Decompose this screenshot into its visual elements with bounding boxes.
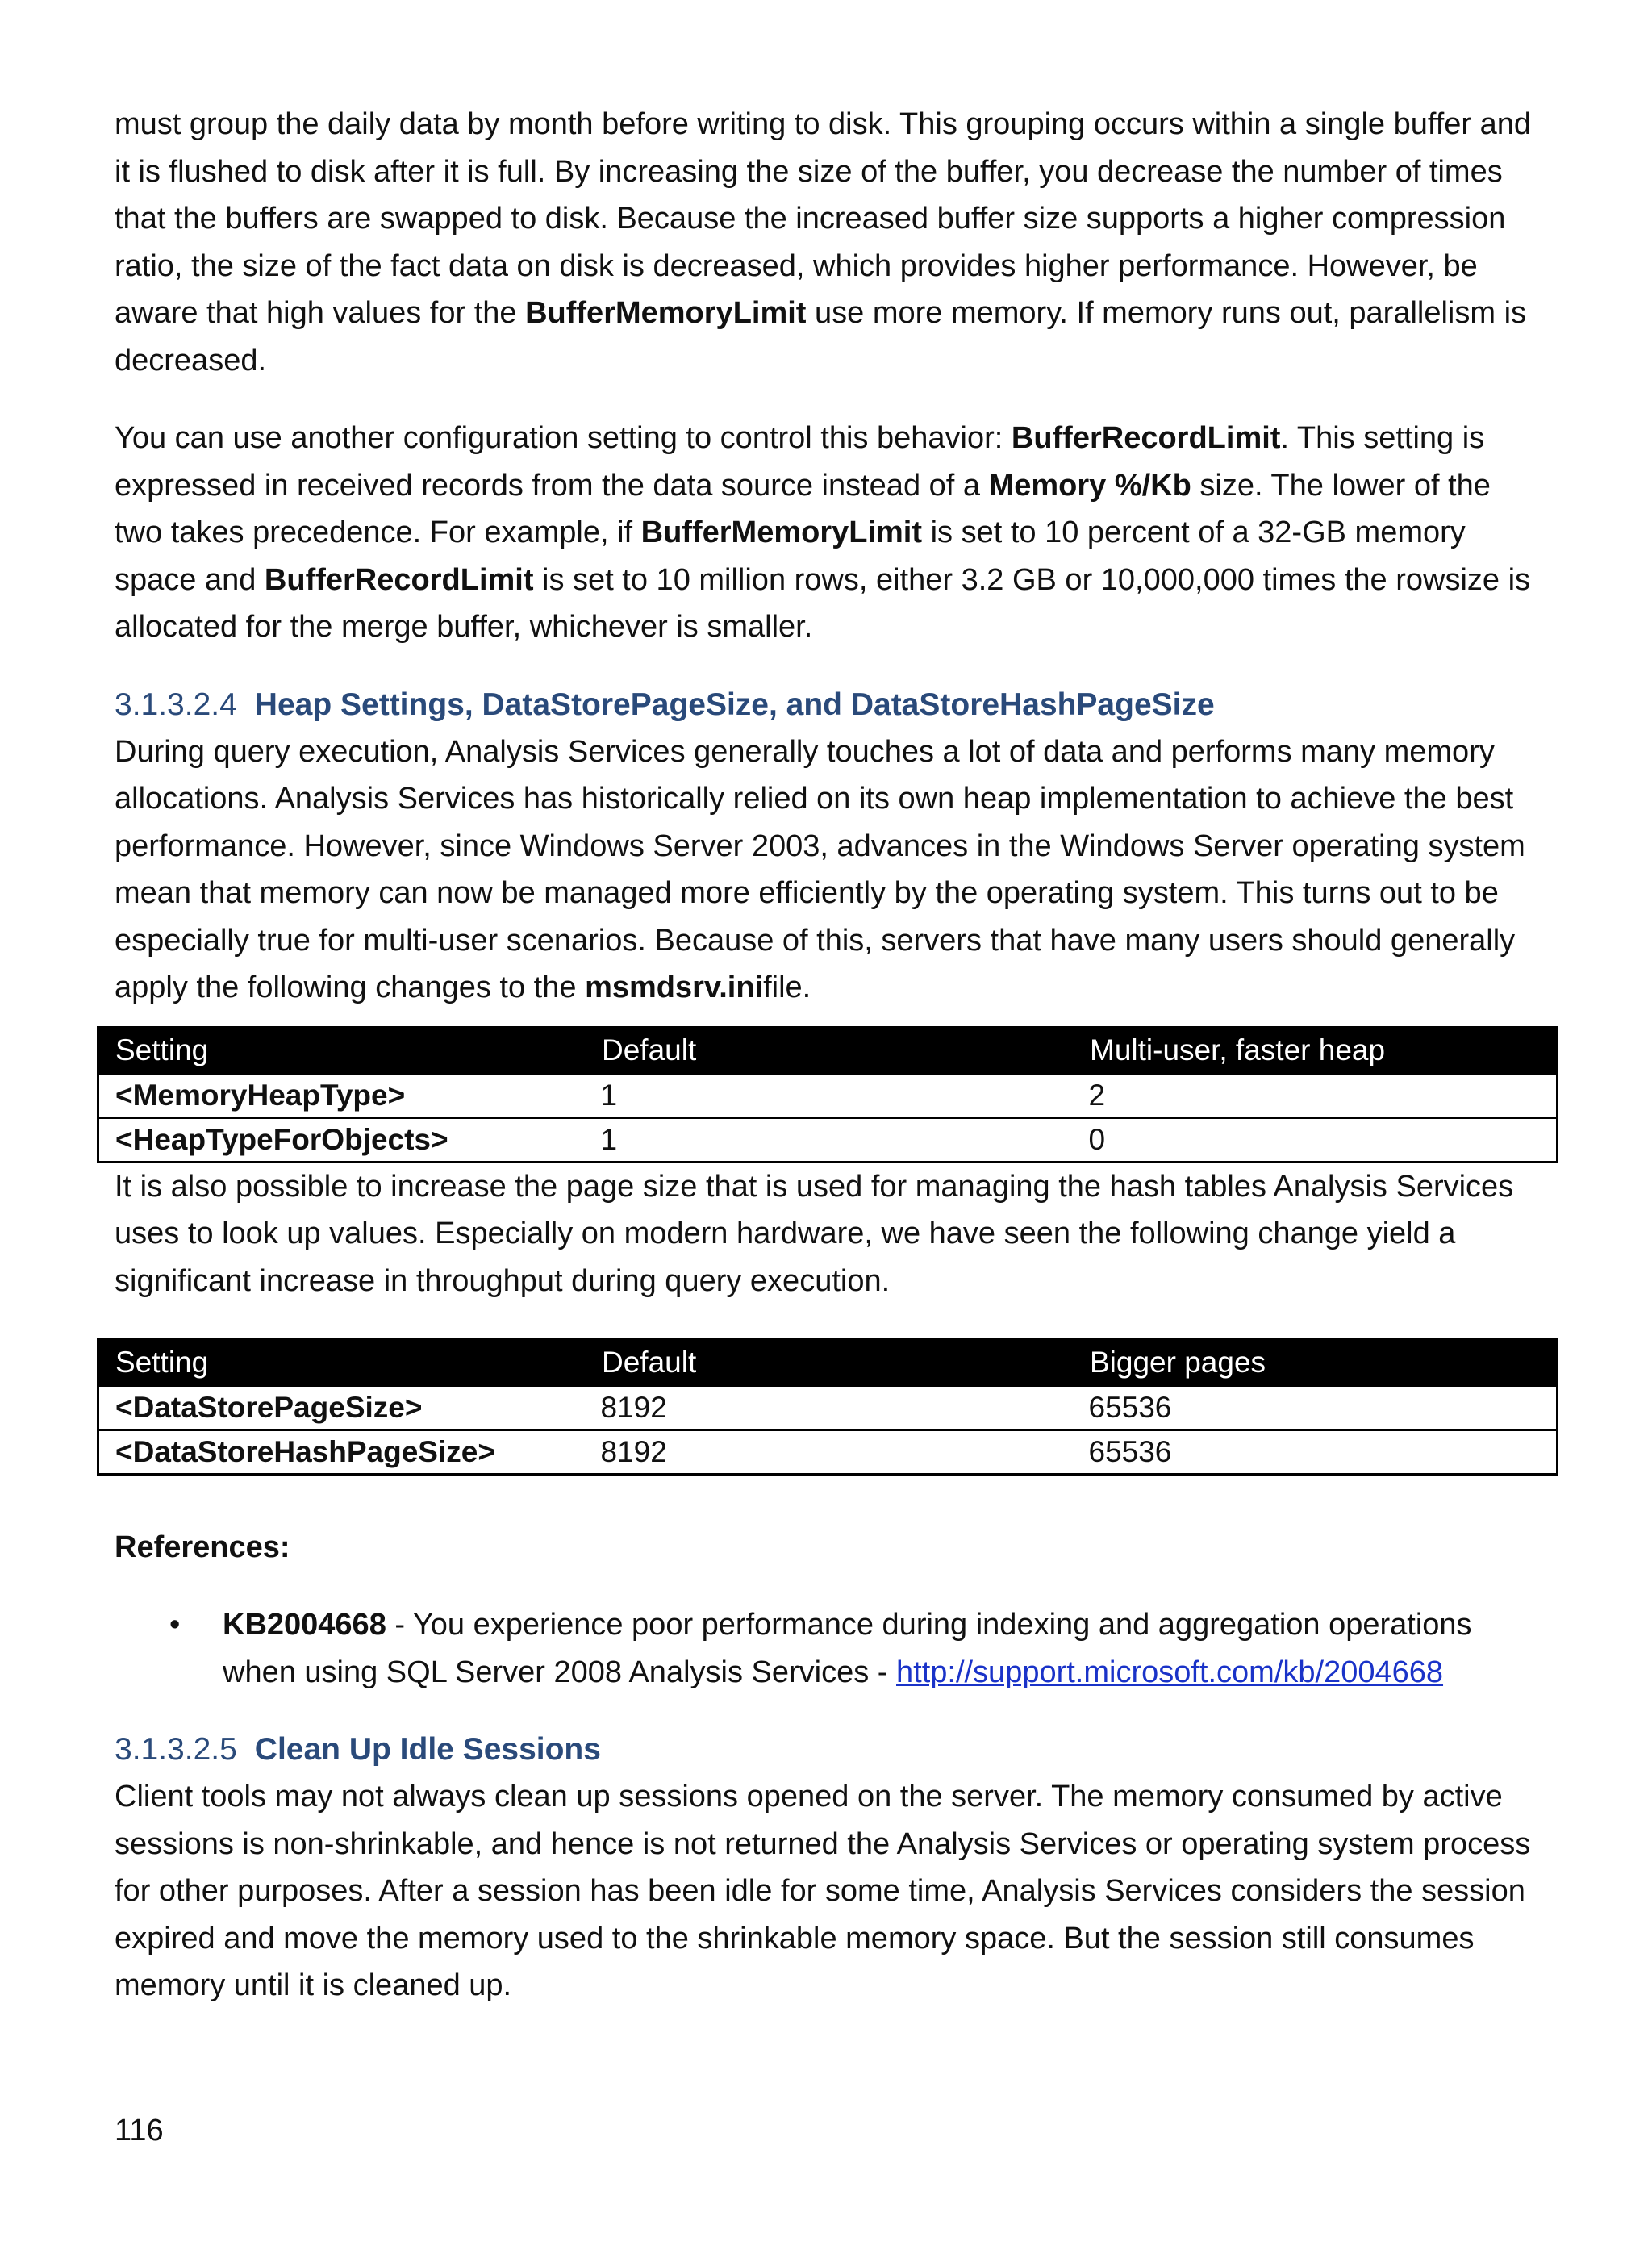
bold-term: msmdsrv.ini (585, 970, 764, 1004)
paragraph-text: file. (763, 970, 811, 1004)
table-cell: 8192 (585, 1430, 1073, 1475)
table-cell: <HeapTypeForObjects> (98, 1117, 585, 1162)
section-number: 3.1.3.2.4 (115, 687, 237, 722)
paragraph-text: must group the daily data by month before writing to disk. This grouping occurs within a single buffer and it is flushed to disk after it is full. By increasing the size of the buffer, you decrease the number of times that the buffers are swapped to disk. Because the increased buffer size supports a higher compression ratio, the size of the fact data on disk is decreased, which provides higher performance. However, be aware that high values for the (115, 107, 1532, 330)
references-list (115, 1601, 1542, 1696)
table-cell: 65536 (1073, 1430, 1558, 1475)
paragraph-text: is set to 10 percent of a 32-GB memory space and (115, 515, 1466, 597)
table-row (98, 1117, 1558, 1162)
table-cell: 65536 (1073, 1386, 1558, 1430)
section-title: Clean Up Idle Sessions (254, 1732, 601, 1767)
table-row (98, 1430, 1558, 1475)
section-heading-heap-settings (115, 682, 1542, 728)
paragraph-text: use more memory. If memory runs out, parallelism is decreased. (115, 296, 1527, 378)
table-row (98, 1073, 1558, 1117)
table-cell: 1 (585, 1073, 1073, 1117)
table-row (98, 1386, 1558, 1430)
bold-term: Memory %/Kb (988, 468, 1191, 503)
paragraph-buffer-record-limit (115, 415, 1542, 651)
reference-text: - You experience poor performance during indexing and aggregation operations when using SQL Server 2008 Analysis Services - (223, 1608, 1472, 1689)
references-label: References: (115, 1530, 290, 1564)
section-title: Heap Settings, DataStorePageSize, and DataStoreHashPageSize (254, 687, 1215, 722)
page-size-table (97, 1338, 1558, 1476)
table-cell: 1 (585, 1117, 1073, 1162)
paragraph-buffer-memory (115, 101, 1542, 384)
paragraph-text: . This setting is expressed in received records from the data source instead of a (115, 421, 1485, 503)
paragraph-text: size. The lower of the two takes precedence. For example, if (115, 468, 1491, 549)
bold-term: BufferRecordLimit (1011, 421, 1281, 455)
table-header-row (98, 1340, 1558, 1386)
table-header-row (98, 1027, 1558, 1073)
heap-settings-table (97, 1026, 1558, 1163)
paragraph-text: You can use another configuration setting to control this behavior: (115, 421, 1012, 455)
kb-id: KB2004668 (223, 1608, 386, 1642)
bold-term: BufferRecordLimit (264, 562, 534, 597)
table-header-cell: Multi-user, faster heap (1073, 1027, 1558, 1073)
list-item (169, 1601, 1542, 1696)
page-content (115, 101, 1542, 2040)
table-cell: <DataStoreHashPageSize> (98, 1430, 585, 1475)
table-cell: <MemoryHeapType> (98, 1073, 585, 1117)
section-heading-idle-sessions (115, 1726, 1542, 1773)
table-header-cell: Default (585, 1340, 1073, 1386)
table-cell: 2 (1073, 1073, 1558, 1117)
table-cell: 8192 (585, 1386, 1073, 1430)
paragraph-text: During query execution, Analysis Services generally touches a lot of data and performs many memory allocations. Analysis Services has historically relied on its own heap implementation to achieve the best performance. However, since Windows Server 2003, advances in the Windows Server operating system mean that memory can now be managed more efficiently by the operating system. This turns out to be especially true for multi-user scenarios. Because of this, servers that have many users should generally apply the following changes to the (115, 734, 1525, 1004)
bold-term: BufferMemoryLimit (640, 515, 923, 549)
table-cell: <DataStorePageSize> (98, 1386, 585, 1430)
bold-term: BufferMemoryLimit (525, 296, 807, 330)
page-number: 116 (115, 2114, 164, 2148)
bullet-icon: • (169, 1608, 181, 1642)
paragraph-text: is set to 10 million rows, either 3.2 GB or 10,000,000 times the rowsize is allocated for the merge buffer, whichever is smaller. (115, 562, 1531, 644)
paragraph-heap (115, 728, 1542, 1012)
paragraph-idle-sessions: Client tools may not always clean up sessions opened on the server. The memory consumed by active sessions is non-shrinkable, and hence is not returned the Analysis Services or operating system process for other purposes. After a session has been idle for some time, Analysis Services considers the session expired and move the memory used to the shrinkable memory space. But the session still consumes memory until it is cleaned up. (115, 1780, 1531, 2002)
table-cell: 0 (1073, 1117, 1558, 1162)
table-header-cell: Setting (98, 1340, 585, 1386)
kb-link[interactable]: http://support.microsoft.com/kb/2004668 (896, 1655, 1444, 1689)
paragraph-page-size: It is also possible to increase the page size that is used for managing the hash tables Analysis Services uses to look up values. Especially on modern hardware, we have seen the following change yield a significant increase in throughput during query execution. (115, 1169, 1514, 1298)
table-header-cell: Default (585, 1027, 1073, 1073)
table-header-cell: Setting (98, 1027, 585, 1073)
section-number: 3.1.3.2.5 (115, 1732, 237, 1767)
table-header-cell: Bigger pages (1073, 1340, 1558, 1386)
